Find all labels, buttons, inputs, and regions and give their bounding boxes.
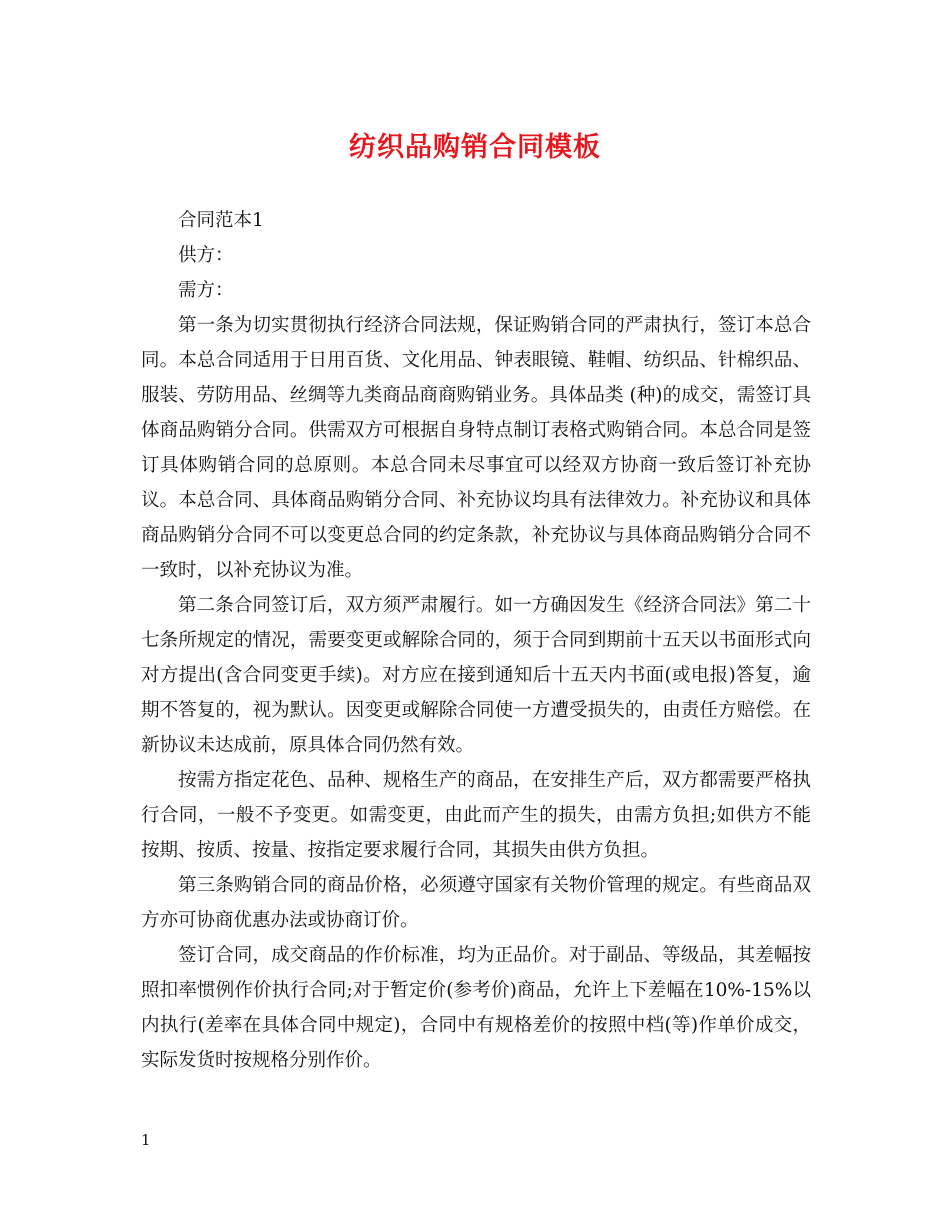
paragraph-article-3: 第三条购销合同的商品价格，必须遵守国家有关物价管理的规定。有些商品双方亦可协商优惠办法或协商订价。 [141, 875, 811, 931]
paragraph-supplier: 供方： [178, 245, 234, 266]
document-body [141, 203, 811, 1078]
paragraph-buyer: 需方： [178, 280, 234, 301]
document-title: 纺织品购销合同模板 [349, 132, 601, 163]
paragraph-article-1: 第一条为切实贯彻执行经济合同法规，保证购销合同的严肃执行，签订本总合同。本总合同适用于日用百货、文化用品、钟表眼镜、鞋帽、纺织品、针棉织品、服装、劳防用品、丝绸等九类商品商商购销业务。具体品类 (种)的成交，需签订具体商品购销分合同。供需双方可根据自身特点制订表格式购销合同。本总合同是签订具体购销合同的总原则。本总合同未尽事宜可以经双方协商一致后签订补充协议。本总合同、具体商品购销分合同、补充协议均具有法律效力。补充协议和具体商品购销分合同不可以变更总合同的约定条款，补充协议与具体商品购销分合同不一致时，以补充协议为准。 [141, 315, 811, 581]
paragraph-contract-sample: 合同范本1 [178, 210, 264, 231]
paragraph-pricing-standard: 签订合同，成交商品的作价标准，均为正品价。对于副品、等级品，其差幅按照扣率惯例作价执行合同;对于暂定价(参考价)商品，允许上下差幅在10%-15%以内执行(差率在具体合同中规定)，合同中有规格差价的按照中档(等)作单价成交，实际发货时按规格分别作价。 [141, 945, 811, 1071]
page-number: 1 [141, 1131, 151, 1149]
paragraph-article-2: 第二条合同签订后，双方须严肃履行。如一方确因发生《经济合同法》第二十七条所规定的情况，需要变更或解除合同的，须于合同到期前十五天以书面形式向对方提出(含合同变更手续)。对方应在接到通知后十五天内书面(或电报)答复，逾期不答复的，视为默认。因变更或解除合同使一方遭受损失的，由责任方赔偿。在新协议未达成前，原具体合同仍然有效。 [141, 595, 811, 756]
paragraph-specified-goods: 按需方指定花色、品种、规格生产的商品，在安排生产后，双方都需要严格执行合同，一般不予变更。如需变更，由此而产生的损失，由需方负担;如供方不能按期、按质、按量、按指定要求履行合同，其损失由供方负担。 [141, 770, 811, 861]
